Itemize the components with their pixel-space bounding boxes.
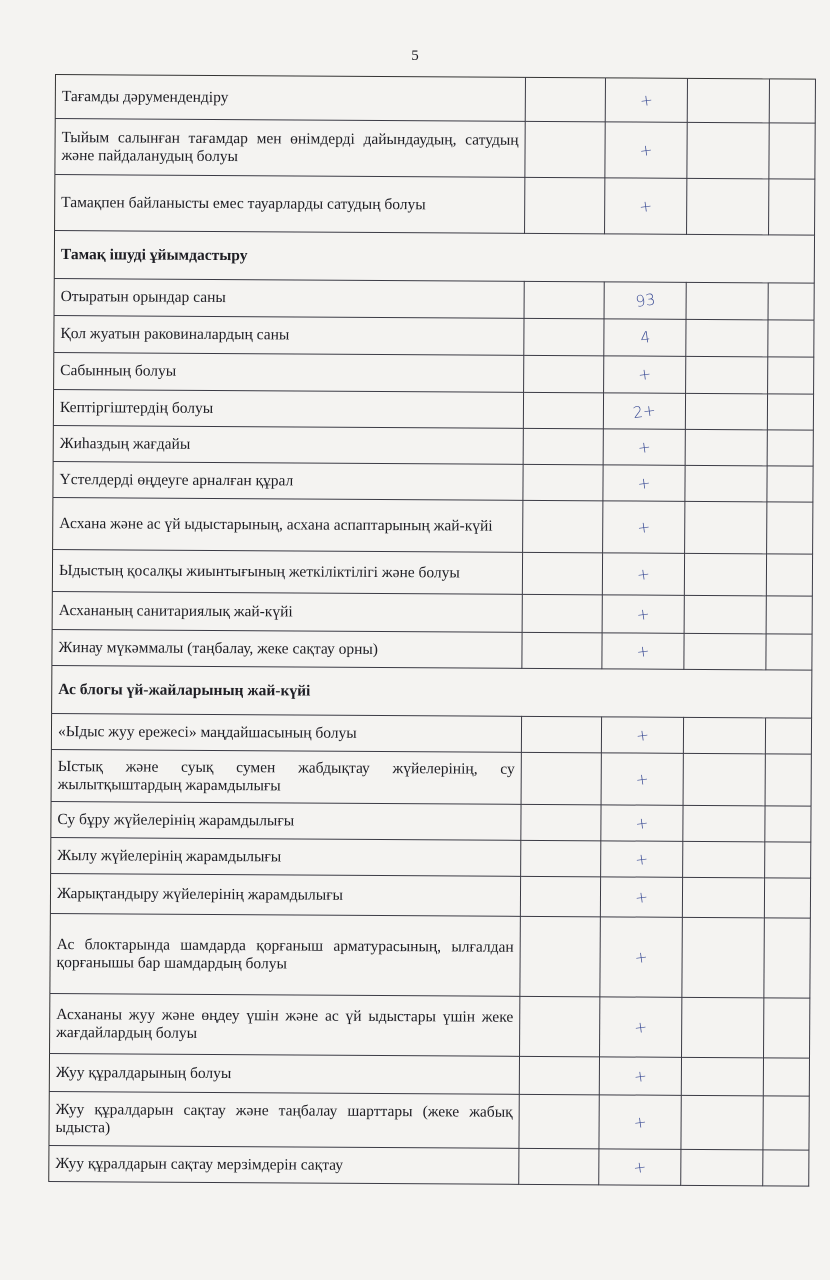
handwritten-mark-cell [601,717,683,754]
blank-cell [687,122,769,178]
handwritten-mark: + [636,473,652,493]
blank-cell [769,79,815,123]
handwritten-mark: + [633,947,649,967]
handwritten-mark-cell [605,178,687,234]
handwritten-mark: + [638,90,654,110]
blank-cell [523,428,603,464]
blank-cell [767,394,813,430]
section-header-row [54,231,814,284]
criterion-text: Жиһаздың жағдайы [53,425,523,464]
criterion-text: Үстелдерді өңдеуге арналған құрал [53,461,523,500]
table-row [51,749,811,806]
blank-cell [766,634,812,670]
table-row [53,425,813,466]
blank-cell [766,596,812,634]
handwritten-mark-cell [600,917,682,997]
handwritten-mark-cell [604,319,686,357]
handwritten-mark: + [636,517,652,537]
blank-cell [768,320,814,357]
blank-cell [765,718,811,754]
handwritten-mark-cell [603,465,685,502]
criterion-text: Асхананың санитариялық жай-күйі [52,591,522,632]
table-row [50,913,810,998]
blank-cell [769,179,815,235]
criterion-text: Сабынның болуы [54,352,524,392]
blank-cell [681,1057,763,1096]
handwritten-mark: + [634,725,651,745]
table-row [52,549,812,596]
handwritten-mark: + [635,604,651,624]
criterion-text: Тағамды дәрумендендіру [55,75,525,122]
blank-cell [523,392,603,428]
blank-cell [769,123,815,179]
criterion-text: Жуу құралдарын сақтау және таңбалау шарттары (жеке жабық ыдыста) [49,1091,519,1148]
criterion-text: Жинау мүкәммалы (таңбалау, жеке сақтау орны) [52,629,522,668]
checklist-table [48,74,816,1187]
criterion-text: Жуу құралдарының болуы [49,1053,519,1094]
table-row [49,1053,809,1096]
blank-cell [519,1056,599,1094]
blank-cell [685,465,767,502]
blank-cell [682,917,764,997]
criterion-text: Ыстық және суық сумен жабдықтау жүйелерінің, су жылытқыштардың жарамдылығы [51,749,521,804]
table-row [52,629,812,670]
blank-cell [767,466,813,502]
handwritten-mark: 2+ [631,400,657,422]
handwritten-mark-cell [604,356,686,394]
blank-cell [681,1095,763,1149]
handwritten-mark: + [637,364,653,385]
handwritten-mark: + [635,564,652,584]
blank-cell [684,595,766,634]
handwritten-mark: 93 [634,290,657,311]
blank-cell [767,502,813,554]
blank-cell [520,916,600,996]
blank-cell [764,998,810,1058]
blank-cell [524,318,604,355]
blank-cell [525,77,605,121]
handwritten-mark-cell [605,78,687,123]
criterion-text: Асхананы жуу және өңдеу үшін және ас үй ыдыстары үшін жеке жағдайлардың болуы [50,993,520,1056]
blank-cell [682,997,764,1057]
blank-cell [523,464,603,500]
section-title: Ас блогы үй-жайларының жай-күйі [52,665,812,718]
table-row [51,713,811,754]
blank-cell [763,1150,809,1186]
blank-cell [683,753,765,805]
blank-cell [521,804,601,840]
blank-cell [686,356,768,394]
blank-cell [766,554,812,596]
blank-cell [765,842,811,878]
blank-cell [520,996,600,1056]
handwritten-mark-cell [601,753,683,805]
handwritten-mark: + [634,769,650,789]
handwritten-mark-cell [601,841,683,878]
blank-cell [521,840,601,876]
criterion-text: Су бұру жүйелерінің жарамдылығы [51,801,521,840]
handwritten-mark: + [633,1017,649,1037]
handwritten-mark-cell [601,805,683,842]
blank-cell [525,121,605,177]
handwritten-mark-cell [599,1149,681,1186]
table-row [51,801,811,842]
blank-cell [524,281,604,318]
blank-cell [683,717,765,754]
table-row [49,1091,809,1150]
table-row [53,497,813,554]
handwritten-mark-cell [605,122,687,178]
handwritten-mark: + [632,1112,648,1132]
blank-cell [684,553,766,596]
blank-cell [768,357,814,394]
blank-cell [521,716,601,752]
criterion-text: Жарықтандыру жүйелерінің жарамдылығы [50,873,520,916]
table-row [53,389,813,430]
blank-cell [763,1096,809,1150]
blank-cell [765,806,811,842]
criterion-text: Асхана және ас үй ыдыстарының, асхана аспаптарының жай-күйі [53,497,523,552]
criterion-text: Жуу құралдарын сақтау мерзімдерін сақтау [49,1145,519,1184]
handwritten-mark-cell [603,393,685,430]
blank-cell [687,178,769,234]
table-row [54,278,814,320]
handwritten-mark: + [638,196,654,216]
page-number: 5 [411,48,419,64]
blank-cell [522,632,602,668]
table-row [52,591,812,634]
handwritten-mark-cell [599,1095,681,1150]
table-row [49,1145,809,1186]
blank-cell [681,1149,763,1186]
handwritten-mark: + [634,849,650,869]
table-row [51,837,811,878]
blank-cell [522,552,602,594]
blank-cell [524,355,604,392]
blank-cell [768,283,814,320]
handwritten-mark-cell [603,429,685,466]
table-row [54,352,814,394]
handwritten-mark: + [638,140,654,160]
blank-cell [764,918,810,998]
table-row [54,315,814,357]
blank-cell [767,430,813,466]
handwritten-mark-cell [602,553,684,596]
criterion-text: Ыдыстың қосалқы жиынтығының жеткіліктілігі және болуы [52,549,522,594]
blank-cell [683,841,765,878]
handwritten-mark-cell [600,997,682,1057]
handwritten-mark: + [636,437,652,457]
handwritten-mark-cell [604,282,686,320]
handwritten-mark-cell [602,595,684,634]
blank-cell [686,319,768,357]
handwritten-mark: + [633,887,650,907]
handwritten-mark-cell [603,501,685,553]
handwritten-mark: + [635,641,651,661]
blank-cell [521,752,601,804]
criterion-text: Тыйым салынған тағамдар мен өнімдерді дайындаудың, сатудың және пайдаланудың болуы [55,119,525,178]
blank-cell [764,878,810,918]
blank-cell [523,500,603,552]
blank-cell [519,1094,599,1148]
blank-cell [765,754,811,806]
blank-cell [522,594,602,632]
criterion-text: Отыратын орындар саны [54,278,524,318]
criterion-text: Ас блоктарында шамдарда қорғаныш арматурасының, ылғалдан қорғанышы бар шамдардың болуы [50,913,520,996]
blank-cell [686,282,768,320]
handwritten-mark: + [634,813,650,833]
handwritten-mark-cell [599,1057,681,1096]
section-title: Тамақ ішуді ұйымдастыру [54,231,814,284]
table-row [55,119,815,180]
handwritten-mark-cell [602,633,684,670]
blank-cell [685,393,767,430]
criterion-text: Жылу жүйелерінің жарамдылығы [51,837,521,876]
checklist-sheet [48,74,815,1187]
blank-cell [683,805,765,842]
table-row [50,993,810,1058]
blank-cell [525,177,605,233]
blank-cell [519,1148,599,1184]
section-header-row [52,665,812,718]
blank-cell [687,78,769,123]
criterion-text: «Ыдыс жуу ережесі» маңдайшасының болуы [51,713,521,752]
handwritten-mark: 4 [638,328,651,348]
blank-cell [685,429,767,466]
criterion-text: Тамақпен байланысты емес тауарларды сатудың болуы [55,175,525,234]
blank-cell [763,1058,809,1096]
criterion-text: Кептіргіштердің болуы [53,389,523,428]
blank-cell [682,877,764,918]
table-row [53,461,813,502]
blank-cell [684,633,766,670]
criterion-text: Қол жуатын раковиналардың саны [54,315,524,355]
blank-cell [685,501,767,553]
handwritten-mark-cell [600,877,682,918]
table-row [50,873,810,918]
handwritten-mark: + [632,1157,648,1177]
blank-cell [520,876,600,916]
table-row [55,75,815,124]
table-row [55,175,815,236]
handwritten-mark: + [632,1066,649,1086]
